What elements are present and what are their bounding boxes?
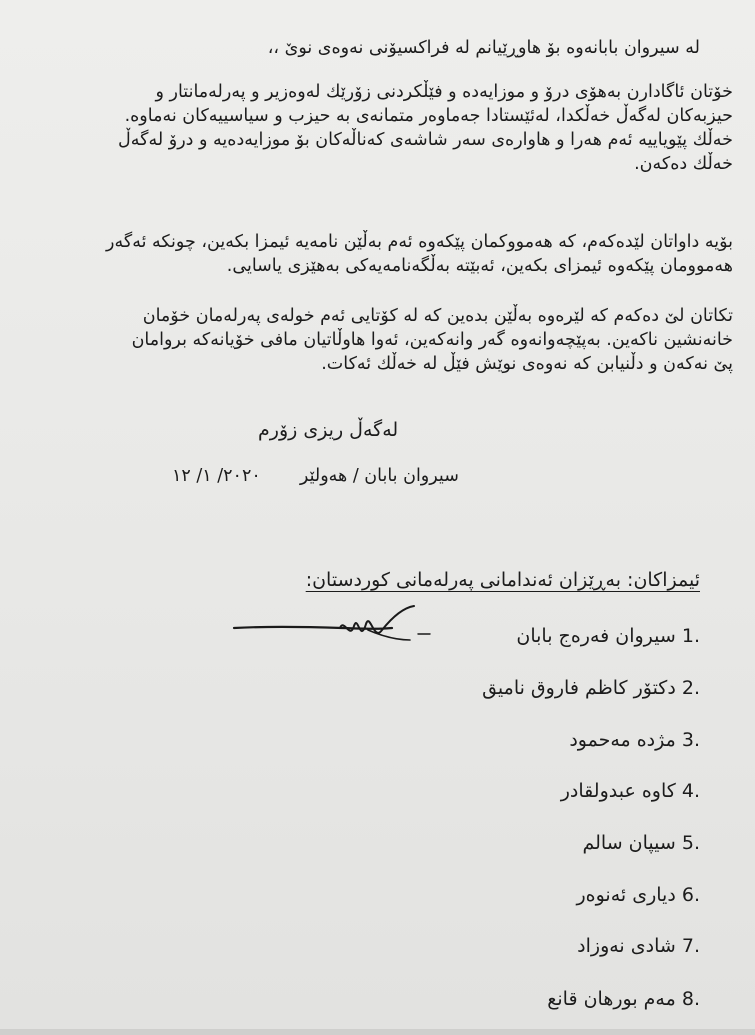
paragraph-1-line: خۆتان ئاگادارن بەهۆی درۆ و موزایەدە و فێڵکردنی زۆرێك لەوەزیر و پەرلەمانتار و (155, 82, 733, 102)
paragraph-3-line: تکاتان لێ دەکەم کە لێرەوە بەڵێن بدەین کە لە کۆتایی ئەم خولەی پەرلەمان خۆمان (142, 306, 733, 326)
closing: لەگەڵ ریزی زۆرم (258, 419, 399, 441)
paragraph-3 (18, 304, 733, 376)
paragraph-1 (18, 80, 733, 176)
paragraph-2 (18, 230, 733, 278)
signatory-name: مژدە مەحمود (569, 729, 676, 751)
signatory-name: کاوە عبدولقادر (560, 780, 676, 802)
signatures-heading: ئیمزاکان: بەڕێزان ئەندامانی پەرلەمانی کوردستان: (305, 569, 700, 591)
signatory-number: 4. (681, 780, 700, 802)
handwritten-signature (232, 600, 447, 660)
signatory-name: سیپان سالم (582, 832, 676, 854)
signatory-number: 8. (681, 988, 700, 1010)
signatory-name: دیاری ئەنوەر (576, 884, 676, 906)
signatory-item (569, 727, 700, 753)
paragraph-3-line: خانەنشین ناکەین. بەپێچەوانەوە گەر وانەکەین، ئەوا هاوڵاتیان مافی خۆیانەکە بروامان (131, 330, 733, 350)
paragraph-1-line: خەڵك دەکەن. (634, 154, 733, 174)
salutation: له سیروان بابانەوە بۆ هاوڕێیانم لە فراکسیۆنی نەوەی نوێ ،، (267, 38, 700, 58)
signatory-number: 1. (681, 625, 700, 647)
signatory-item (577, 933, 700, 959)
sender-line (172, 464, 459, 488)
paragraph-2-line: هەموومان پێکەوە ئیمزای بکەین، ئەبێتە بەڵگەنامەیەکی بەهێزی یاسایی. (226, 256, 733, 276)
signatory-item (516, 623, 700, 649)
paragraph-3-line: پێ نەکەن و دڵنیابن کە نەوەی نوێش فێڵ لە خەڵك ئەکات. (321, 354, 733, 374)
signatory-number: 3. (681, 729, 700, 751)
paragraph-1-line: حیزبەکان لەگەڵ خەڵکدا، لەئێستادا جەماوەر متمانەی بە حیزب و سیاسییەکان نەماوە. (124, 106, 733, 126)
paragraph-1-line: خەڵك پێویاییە ئەم هەرا و هاوارەی سەر شاشەی کەناڵەکان بۆ موزایەدەیە و درۆ لەگەڵ (118, 130, 733, 150)
signatory-number: 2. (681, 677, 700, 699)
sender: سیروان بابان / هەولێر (299, 466, 459, 486)
signatory-name: دکتۆر کاظم فاروق ناميق (482, 677, 676, 699)
signatory-item (482, 675, 700, 701)
signatory-item (583, 830, 701, 856)
date: ٢٠٢٠/ ١/ ١٢ (172, 466, 261, 486)
signatory-name: سیروان فەرەج بابان (516, 625, 676, 647)
page-bottom-edge (0, 1029, 755, 1035)
signatory-name: شادی نەوزاد (577, 935, 676, 957)
signatory-number: 6. (681, 884, 700, 906)
signatory-item (547, 986, 700, 1012)
paragraph-2-line: بۆیە داواتان لێدەکەم، کە هەمووکمان پێکەوە ئەم بەڵێن نامەیە ئیمزا بکەین، چونکە ئەگەر (106, 232, 733, 252)
signatory-name: مەم بورهان قانع (547, 988, 676, 1010)
signatory-number: 5. (681, 832, 700, 854)
signatory-item (576, 882, 700, 908)
signatory-number: 7. (681, 935, 700, 957)
signatory-item (561, 778, 700, 804)
